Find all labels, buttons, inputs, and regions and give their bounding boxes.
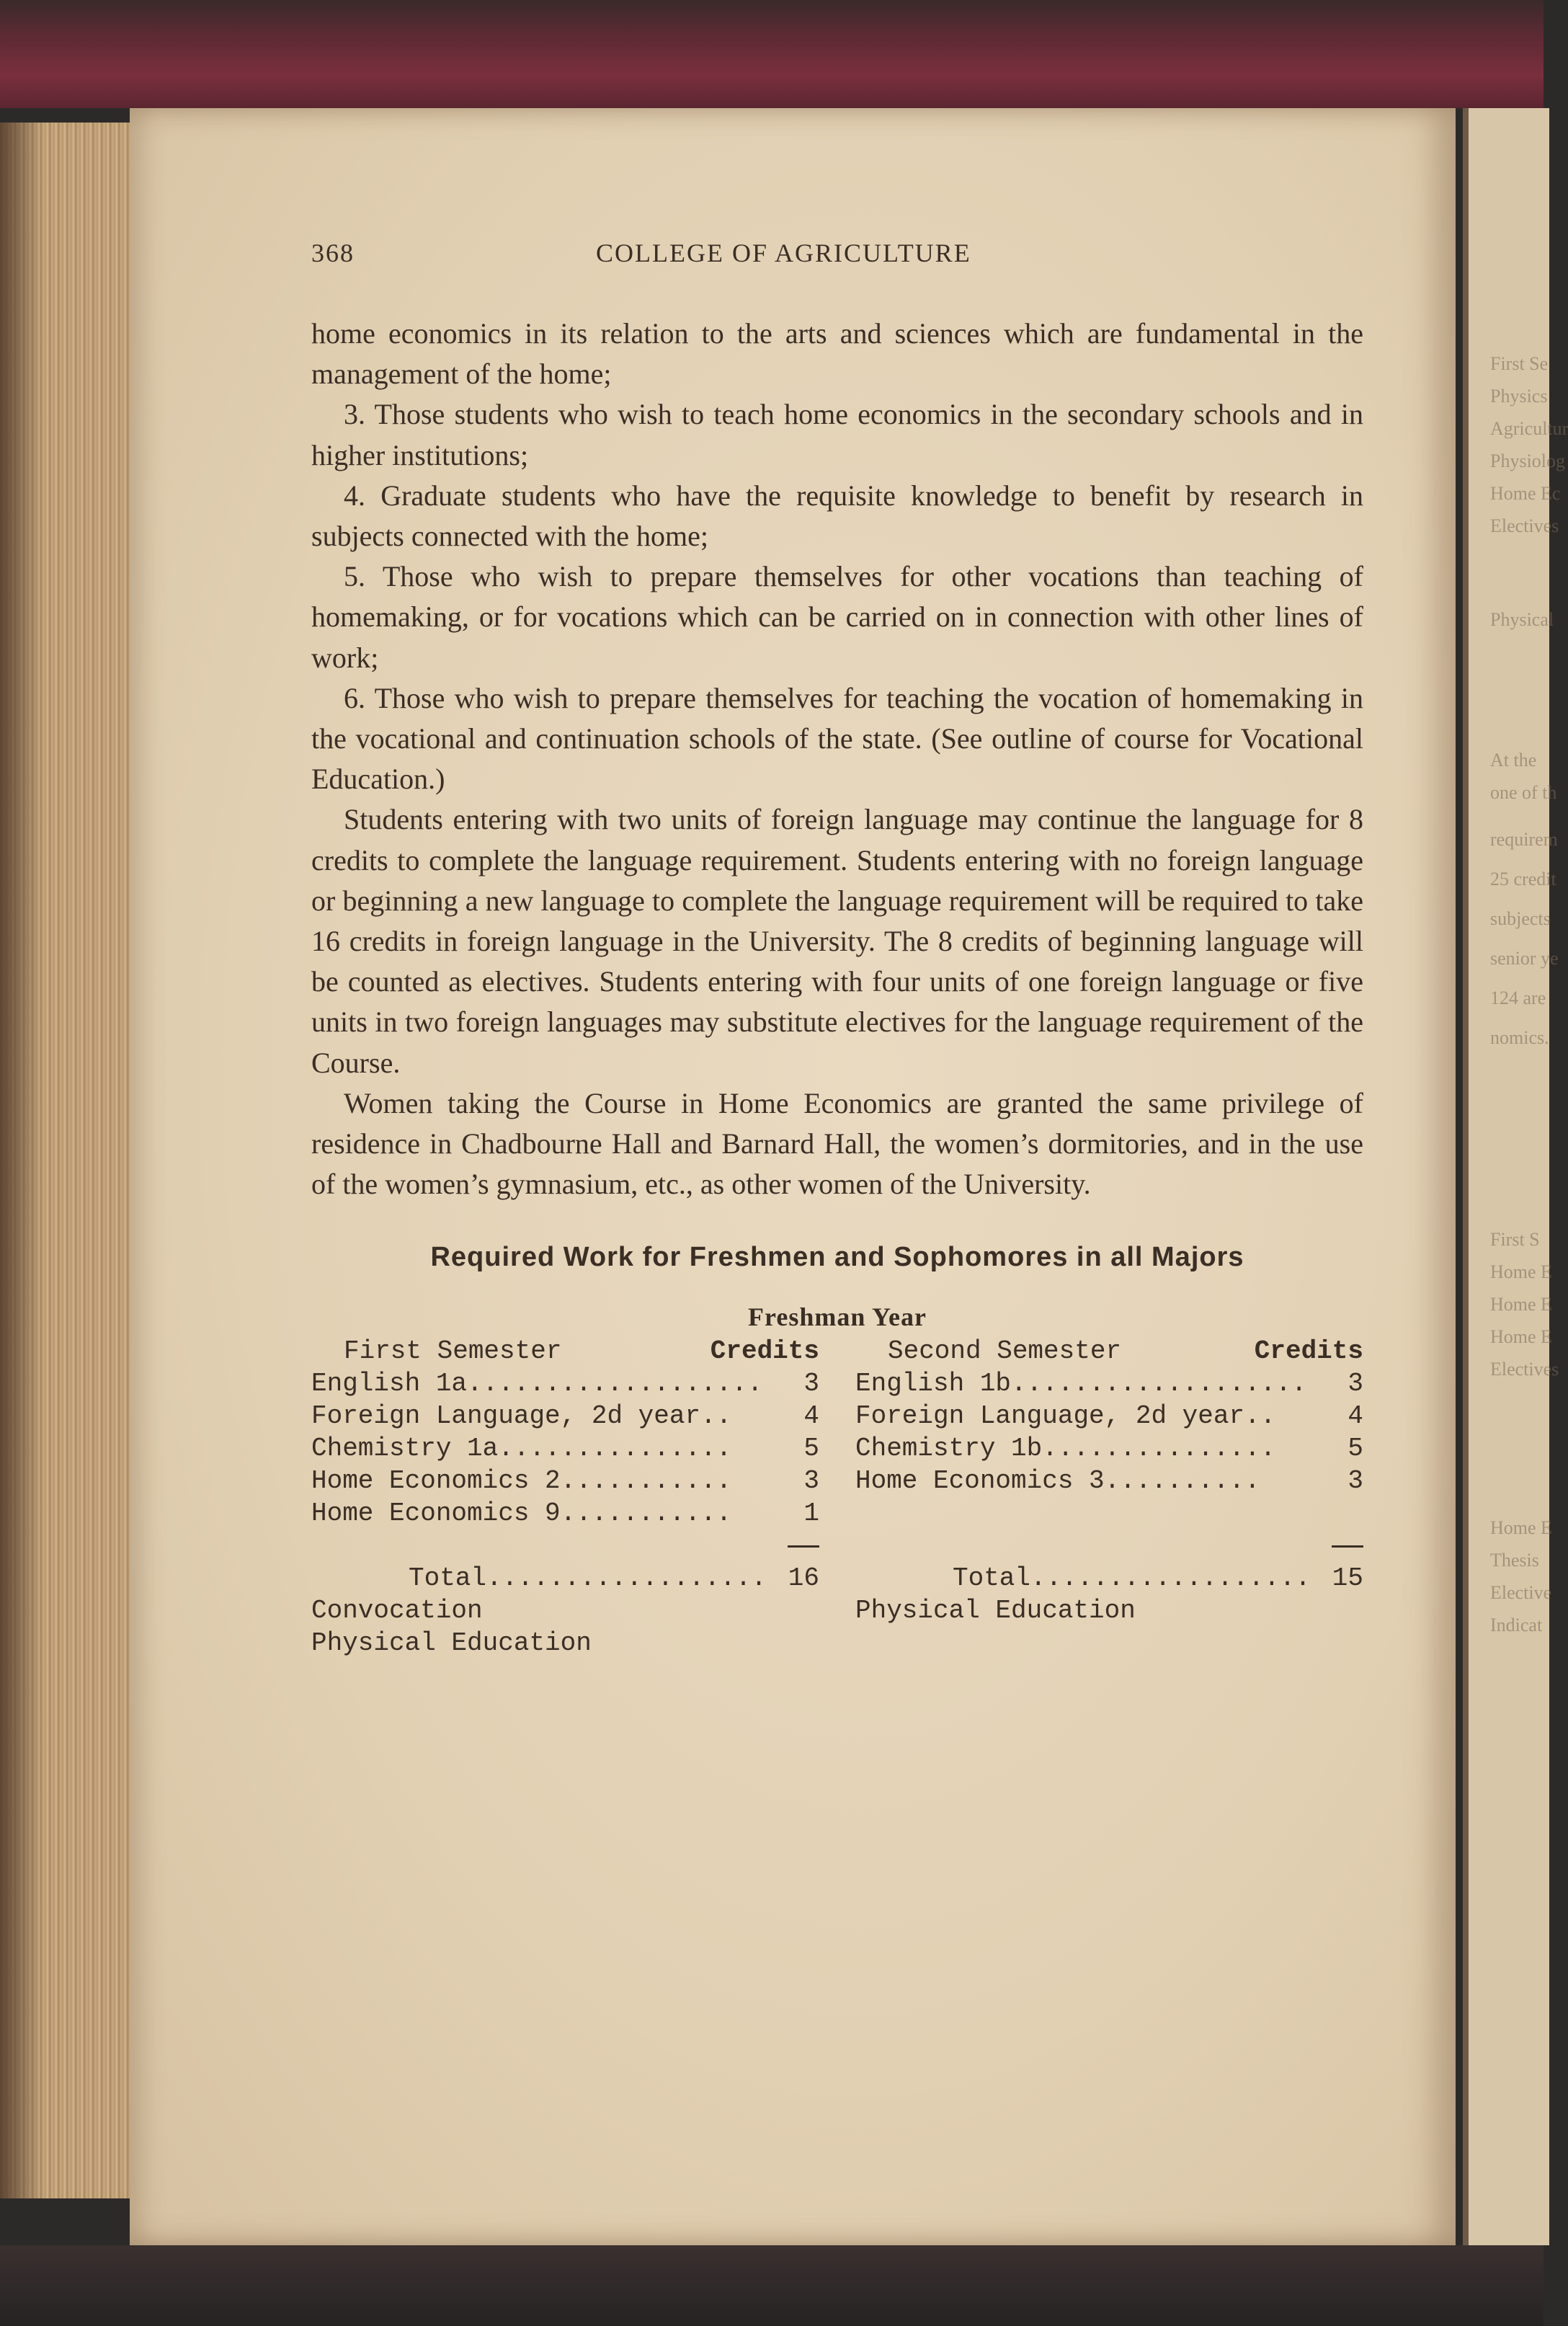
course-row <box>855 1367 1363 1400</box>
course-credits: 1 <box>803 1499 819 1529</box>
course-row <box>311 1367 819 1400</box>
course-row <box>311 1432 819 1465</box>
total-row <box>855 1562 1363 1594</box>
year-title: Freshman Year <box>748 1302 927 1332</box>
course-row <box>311 1400 819 1432</box>
course-credits: 4 <box>1348 1401 1363 1431</box>
column-header <box>855 1335 1363 1367</box>
course-table <box>311 1335 1363 1659</box>
facing-fragment: Physics <box>1490 386 1548 407</box>
facing-fragment: subjects <box>1490 908 1551 929</box>
facing-fragment: Indicat <box>1490 1615 1543 1635</box>
running-head <box>311 238 1363 281</box>
course-name: English 1b <box>855 1369 1012 1399</box>
book-cover-top <box>0 0 1544 108</box>
course-name: Home Economics 2 <box>311 1466 561 1496</box>
credits-label: Credits <box>1254 1336 1363 1367</box>
leader-dots: ................... <box>1011 1369 1307 1399</box>
paragraph: Students entering with two units of foreign language may continue the language for 8 credits to complete the language requirement. Students entering with no foreign language or beginning a new language to complete the language requirement will be required to take 16 credits in foreign language in the University. The 8 credits of beginning language will be counted as electives. Students entering with four units of one foreign language or five units in two foreign languages may substitute electives for the language requirement of the Course. <box>311 803 1363 1079</box>
course-credits: 3 <box>1348 1466 1363 1496</box>
running-head-title: COLLEGE OF AGRICULTURE <box>596 239 971 267</box>
course-name: Foreign Language, 2d year <box>855 1401 1245 1431</box>
facing-fragment: Home E <box>1490 1517 1552 1538</box>
facing-fragment: Agricultur <box>1490 418 1568 439</box>
page-edges-shadow <box>0 123 43 2198</box>
scan-bed-bottom <box>0 2245 1544 2326</box>
semester-label: First Semester <box>344 1336 562 1367</box>
course-name: English 1a <box>311 1369 468 1399</box>
spacer-row <box>855 1497 1363 1530</box>
leader-dots: .. <box>700 1401 732 1431</box>
facing-fragment: First Se <box>1490 353 1549 374</box>
course-name: Chemistry 1a <box>311 1434 499 1464</box>
course-credits: 3 <box>1348 1369 1363 1399</box>
paragraph: home economics in its relation to the arts and sciences which are fundamental in the management of the home; <box>311 317 1363 391</box>
course-name: Home Economics 9 <box>311 1499 561 1529</box>
course-row <box>855 1432 1363 1465</box>
sum-rule-row <box>311 1530 819 1562</box>
facing-fragment: requirem <box>1490 829 1558 850</box>
leader-dots: ........... <box>560 1466 732 1496</box>
leader-dots: ................... <box>467 1369 763 1399</box>
first-semester-column <box>311 1335 819 1659</box>
facing-fragment: Home Ec <box>1490 483 1561 504</box>
leader-dots: .................. <box>1030 1563 1311 1594</box>
total-label: Total <box>953 1563 1031 1594</box>
paragraph: 3. Those students who wish to teach home economics in the secondary schools and in higher institutions; <box>311 398 1363 471</box>
sum-rule <box>788 1545 819 1548</box>
facing-fragment: nomics. <box>1490 1027 1549 1048</box>
facing-fragment: Thesis <box>1490 1550 1539 1571</box>
second-semester-column <box>855 1335 1363 1659</box>
course-name: Home Economics 3 <box>855 1466 1105 1496</box>
facing-fragment: Physical <box>1490 609 1554 630</box>
body-text <box>311 314 1363 1204</box>
leader-dots: ............... <box>498 1434 732 1464</box>
leader-dots: .................. <box>486 1563 767 1594</box>
course-credits: 3 <box>803 1466 819 1496</box>
course-credits: 5 <box>1348 1434 1363 1464</box>
paragraph: 6. Those who wish to prepare themselves for teaching the vocation of homemaking in the vocational and continuation schools of the state. (See outline of course for Vocational Education.) <box>311 681 1363 796</box>
total-row <box>311 1562 819 1594</box>
paragraph: Women taking the Course in Home Economics are granted the same privilege of residence in Chadbourne Hall and Barnard Hall, the women’s dormitories, and in the use of the women’s gymnasium, etc., as other women of the University. <box>311 1086 1363 1201</box>
leader-dots: ............... <box>1042 1434 1276 1464</box>
page-number: 368 <box>311 239 355 267</box>
extra-requirement: Physical Education <box>311 1628 592 1659</box>
semester-label: Second Semester <box>888 1336 1122 1367</box>
course-row <box>855 1465 1363 1497</box>
facing-fragment: Physiolog <box>1490 450 1566 471</box>
course-name: Chemistry 1b <box>855 1434 1043 1464</box>
credits-label: Credits <box>710 1336 819 1367</box>
course-credits: 4 <box>803 1401 819 1431</box>
extra-requirement: Physical Education <box>855 1596 1136 1626</box>
facing-fragment: At the <box>1490 750 1537 771</box>
facing-page <box>1463 108 1568 2245</box>
column-header <box>311 1335 819 1367</box>
facing-fragment: Home E <box>1490 1261 1552 1282</box>
course-row <box>311 1497 819 1530</box>
leader-dots: .......... <box>1104 1466 1260 1496</box>
facing-fragment: First S <box>1490 1229 1540 1250</box>
extra-requirement: Convocation <box>311 1596 483 1626</box>
sum-rule <box>1332 1545 1363 1548</box>
page-content <box>311 238 1363 1659</box>
facing-fragment: Electives <box>1490 515 1559 536</box>
total-credits: 16 <box>788 1563 819 1594</box>
facing-fragment: Elective <box>1490 1582 1552 1603</box>
course-row <box>311 1465 819 1497</box>
sum-rule-row <box>855 1530 1363 1562</box>
course-credits: 5 <box>803 1434 819 1464</box>
course-credits: 3 <box>803 1369 819 1399</box>
course-row <box>855 1400 1363 1432</box>
total-credits: 15 <box>1332 1563 1363 1594</box>
facing-fragment: senior ye <box>1490 948 1559 969</box>
table-title: Required Work for Freshmen and Sophomores in all Majors <box>430 1242 1244 1273</box>
facing-fragment: Home E <box>1490 1326 1552 1347</box>
facing-fragment: Home E <box>1490 1294 1552 1315</box>
facing-fragment: 25 credit <box>1490 869 1556 889</box>
paragraph: 4. Graduate students who have the requisite knowledge to benefit by research in subjects connected with the home; <box>311 479 1363 553</box>
paragraph: 5. Those who wish to prepare themselves for other vocations than teaching of homemaking, or for vocations which can be carried on in connection with other lines of work; <box>311 560 1363 674</box>
facing-fragment: one of th <box>1490 782 1557 803</box>
facing-fragment: 124 are <box>1490 987 1546 1008</box>
leader-dots: ........... <box>560 1499 732 1529</box>
total-label: Total <box>409 1563 487 1594</box>
course-name: Foreign Language, 2d year <box>311 1401 701 1431</box>
leader-dots: .. <box>1244 1401 1276 1431</box>
facing-fragment: Electives <box>1490 1359 1559 1380</box>
